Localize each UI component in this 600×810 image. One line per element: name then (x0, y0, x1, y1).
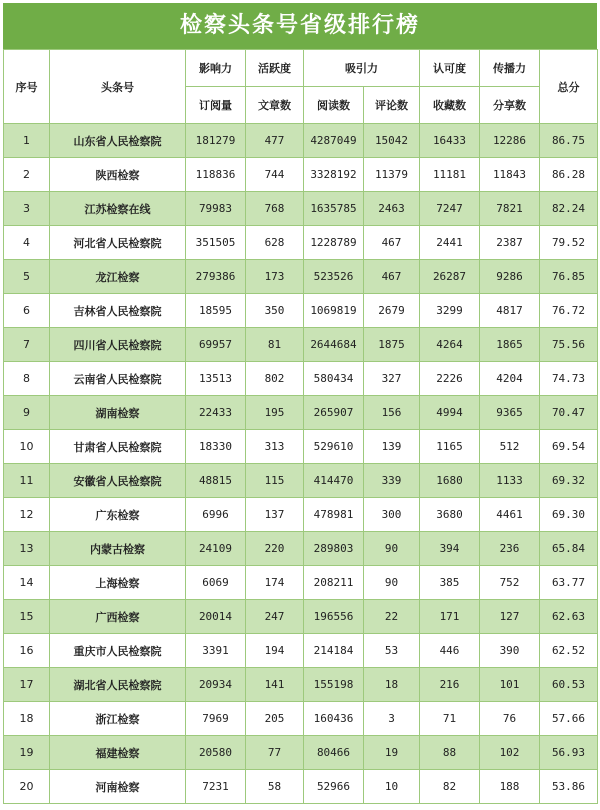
table-row (4, 668, 598, 702)
header-name: 头条号 (50, 50, 186, 124)
cell-name: 河南检察 (50, 770, 186, 804)
table-row (4, 566, 598, 600)
cell-score: 65.84 (540, 532, 598, 566)
cell-name: 陕西检察 (50, 158, 186, 192)
cell-subscriptions: 20014 (186, 600, 246, 634)
cell-subscriptions: 20580 (186, 736, 246, 770)
cell-shares: 11843 (480, 158, 540, 192)
cell-rank: 12 (4, 498, 50, 532)
cell-score: 69.32 (540, 464, 598, 498)
table-row (4, 770, 598, 804)
cell-name: 龙江检察 (50, 260, 186, 294)
cell-articles: 802 (246, 362, 304, 396)
cell-rank: 7 (4, 328, 50, 362)
header-favorites: 收藏数 (420, 87, 480, 124)
cell-shares: 4817 (480, 294, 540, 328)
cell-shares: 9365 (480, 396, 540, 430)
cell-favorites: 394 (420, 532, 480, 566)
cell-shares: 390 (480, 634, 540, 668)
cell-subscriptions: 79983 (186, 192, 246, 226)
cell-subscriptions: 3391 (186, 634, 246, 668)
cell-reads: 155198 (304, 668, 364, 702)
table-row (4, 226, 598, 260)
cell-comments: 53 (364, 634, 420, 668)
cell-comments: 1875 (364, 328, 420, 362)
cell-reads: 1635785 (304, 192, 364, 226)
cell-rank: 18 (4, 702, 50, 736)
table-body (4, 124, 598, 804)
table-row (4, 736, 598, 770)
cell-subscriptions: 22433 (186, 396, 246, 430)
cell-rank: 9 (4, 396, 50, 430)
cell-favorites: 4264 (420, 328, 480, 362)
cell-subscriptions: 48815 (186, 464, 246, 498)
table-header (4, 50, 598, 124)
header-attraction: 吸引力 (304, 50, 420, 87)
cell-shares: 236 (480, 532, 540, 566)
cell-subscriptions: 118836 (186, 158, 246, 192)
cell-rank: 19 (4, 736, 50, 770)
cell-reads: 478981 (304, 498, 364, 532)
cell-articles: 141 (246, 668, 304, 702)
cell-shares: 512 (480, 430, 540, 464)
cell-score: 79.52 (540, 226, 598, 260)
cell-score: 62.52 (540, 634, 598, 668)
cell-favorites: 7247 (420, 192, 480, 226)
cell-score: 57.66 (540, 702, 598, 736)
cell-reads: 52966 (304, 770, 364, 804)
cell-shares: 7821 (480, 192, 540, 226)
cell-reads: 414470 (304, 464, 364, 498)
cell-articles: 115 (246, 464, 304, 498)
page-title: 检察头条号省级排行榜 (3, 3, 597, 49)
cell-score: 60.53 (540, 668, 598, 702)
cell-score: 86.75 (540, 124, 598, 158)
cell-name: 云南省人民检察院 (50, 362, 186, 396)
cell-articles: 173 (246, 260, 304, 294)
header-shares: 分享数 (480, 87, 540, 124)
cell-articles: 205 (246, 702, 304, 736)
cell-name: 四川省人民检察院 (50, 328, 186, 362)
cell-reads: 523526 (304, 260, 364, 294)
cell-shares: 4204 (480, 362, 540, 396)
cell-shares: 4461 (480, 498, 540, 532)
table-row (4, 158, 598, 192)
cell-comments: 10 (364, 770, 420, 804)
cell-subscriptions: 24109 (186, 532, 246, 566)
cell-favorites: 1680 (420, 464, 480, 498)
table-row (4, 328, 598, 362)
cell-reads: 4287049 (304, 124, 364, 158)
cell-reads: 214184 (304, 634, 364, 668)
header-spread: 传播力 (480, 50, 540, 87)
cell-shares: 2387 (480, 226, 540, 260)
cell-articles: 744 (246, 158, 304, 192)
cell-favorites: 1165 (420, 430, 480, 464)
cell-comments: 18 (364, 668, 420, 702)
cell-articles: 313 (246, 430, 304, 464)
cell-subscriptions: 7969 (186, 702, 246, 736)
cell-articles: 768 (246, 192, 304, 226)
cell-subscriptions: 18595 (186, 294, 246, 328)
cell-score: 70.47 (540, 396, 598, 430)
cell-articles: 247 (246, 600, 304, 634)
cell-name: 湖北省人民检察院 (50, 668, 186, 702)
cell-comments: 156 (364, 396, 420, 430)
ranking-sheet (3, 3, 597, 804)
header-subscriptions: 订阅量 (186, 87, 246, 124)
table-row (4, 396, 598, 430)
cell-name: 湖南检察 (50, 396, 186, 430)
table-row (4, 498, 598, 532)
cell-articles: 477 (246, 124, 304, 158)
cell-comments: 90 (364, 532, 420, 566)
cell-favorites: 171 (420, 600, 480, 634)
cell-favorites: 88 (420, 736, 480, 770)
cell-name: 甘肃省人民检察院 (50, 430, 186, 464)
cell-rank: 2 (4, 158, 50, 192)
cell-subscriptions: 6069 (186, 566, 246, 600)
cell-name: 浙江检察 (50, 702, 186, 736)
table-row (4, 600, 598, 634)
cell-comments: 139 (364, 430, 420, 464)
cell-comments: 22 (364, 600, 420, 634)
cell-reads: 529610 (304, 430, 364, 464)
cell-reads: 289803 (304, 532, 364, 566)
cell-rank: 14 (4, 566, 50, 600)
cell-articles: 81 (246, 328, 304, 362)
cell-name: 山东省人民检察院 (50, 124, 186, 158)
cell-shares: 188 (480, 770, 540, 804)
cell-score: 62.63 (540, 600, 598, 634)
cell-rank: 13 (4, 532, 50, 566)
cell-score: 86.28 (540, 158, 598, 192)
cell-score: 82.24 (540, 192, 598, 226)
cell-score: 53.86 (540, 770, 598, 804)
cell-comments: 467 (364, 226, 420, 260)
table-row (4, 362, 598, 396)
cell-comments: 467 (364, 260, 420, 294)
cell-reads: 80466 (304, 736, 364, 770)
cell-score: 63.77 (540, 566, 598, 600)
cell-shares: 752 (480, 566, 540, 600)
table-row (4, 634, 598, 668)
cell-subscriptions: 13513 (186, 362, 246, 396)
cell-favorites: 16433 (420, 124, 480, 158)
cell-rank: 10 (4, 430, 50, 464)
header-score: 总分 (540, 50, 598, 124)
cell-favorites: 446 (420, 634, 480, 668)
table-row (4, 260, 598, 294)
cell-rank: 11 (4, 464, 50, 498)
cell-subscriptions: 18330 (186, 430, 246, 464)
cell-name: 广西检察 (50, 600, 186, 634)
cell-reads: 265907 (304, 396, 364, 430)
header-recognition: 认可度 (420, 50, 480, 87)
cell-favorites: 385 (420, 566, 480, 600)
table-row (4, 192, 598, 226)
cell-score: 56.93 (540, 736, 598, 770)
cell-favorites: 71 (420, 702, 480, 736)
cell-favorites: 2441 (420, 226, 480, 260)
header-rank: 序号 (4, 50, 50, 124)
cell-comments: 3 (364, 702, 420, 736)
cell-comments: 339 (364, 464, 420, 498)
cell-rank: 5 (4, 260, 50, 294)
cell-subscriptions: 279386 (186, 260, 246, 294)
cell-score: 75.56 (540, 328, 598, 362)
cell-name: 广东检察 (50, 498, 186, 532)
cell-score: 76.72 (540, 294, 598, 328)
cell-score: 74.73 (540, 362, 598, 396)
table-row (4, 430, 598, 464)
cell-articles: 174 (246, 566, 304, 600)
cell-name: 内蒙古检察 (50, 532, 186, 566)
cell-articles: 628 (246, 226, 304, 260)
cell-favorites: 2226 (420, 362, 480, 396)
cell-shares: 102 (480, 736, 540, 770)
cell-reads: 1228789 (304, 226, 364, 260)
cell-score: 69.54 (540, 430, 598, 464)
cell-score: 76.85 (540, 260, 598, 294)
cell-subscriptions: 7231 (186, 770, 246, 804)
header-influence: 影响力 (186, 50, 246, 87)
cell-articles: 195 (246, 396, 304, 430)
cell-name: 福建检察 (50, 736, 186, 770)
header-reads: 阅读数 (304, 87, 364, 124)
table-row (4, 124, 598, 158)
cell-articles: 350 (246, 294, 304, 328)
cell-shares: 12286 (480, 124, 540, 158)
cell-rank: 8 (4, 362, 50, 396)
cell-reads: 208211 (304, 566, 364, 600)
cell-name: 吉林省人民检察院 (50, 294, 186, 328)
cell-articles: 194 (246, 634, 304, 668)
cell-favorites: 3680 (420, 498, 480, 532)
cell-rank: 1 (4, 124, 50, 158)
table-row (4, 464, 598, 498)
cell-subscriptions: 181279 (186, 124, 246, 158)
cell-name: 重庆市人民检察院 (50, 634, 186, 668)
cell-comments: 15042 (364, 124, 420, 158)
cell-reads: 160436 (304, 702, 364, 736)
header-articles: 文章数 (246, 87, 304, 124)
cell-subscriptions: 351505 (186, 226, 246, 260)
cell-name: 河北省人民检察院 (50, 226, 186, 260)
cell-reads: 2644684 (304, 328, 364, 362)
cell-comments: 90 (364, 566, 420, 600)
cell-shares: 1865 (480, 328, 540, 362)
cell-favorites: 216 (420, 668, 480, 702)
cell-shares: 101 (480, 668, 540, 702)
cell-score: 69.30 (540, 498, 598, 532)
cell-rank: 16 (4, 634, 50, 668)
header-activity: 活跃度 (246, 50, 304, 87)
table-row (4, 532, 598, 566)
cell-favorites: 82 (420, 770, 480, 804)
cell-comments: 2463 (364, 192, 420, 226)
cell-articles: 77 (246, 736, 304, 770)
cell-favorites: 26287 (420, 260, 480, 294)
cell-subscriptions: 20934 (186, 668, 246, 702)
table-row (4, 294, 598, 328)
cell-favorites: 4994 (420, 396, 480, 430)
cell-comments: 300 (364, 498, 420, 532)
cell-articles: 220 (246, 532, 304, 566)
cell-rank: 6 (4, 294, 50, 328)
header-comments: 评论数 (364, 87, 420, 124)
cell-comments: 11379 (364, 158, 420, 192)
cell-comments: 2679 (364, 294, 420, 328)
cell-name: 安徽省人民检察院 (50, 464, 186, 498)
ranking-table (3, 49, 598, 804)
cell-reads: 3328192 (304, 158, 364, 192)
cell-reads: 196556 (304, 600, 364, 634)
cell-favorites: 11181 (420, 158, 480, 192)
cell-shares: 9286 (480, 260, 540, 294)
cell-shares: 127 (480, 600, 540, 634)
table-row (4, 702, 598, 736)
cell-comments: 19 (364, 736, 420, 770)
cell-subscriptions: 6996 (186, 498, 246, 532)
cell-favorites: 3299 (420, 294, 480, 328)
cell-rank: 3 (4, 192, 50, 226)
cell-rank: 17 (4, 668, 50, 702)
cell-comments: 327 (364, 362, 420, 396)
cell-shares: 76 (480, 702, 540, 736)
cell-rank: 15 (4, 600, 50, 634)
cell-articles: 58 (246, 770, 304, 804)
cell-name: 江苏检察在线 (50, 192, 186, 226)
cell-subscriptions: 69957 (186, 328, 246, 362)
cell-reads: 580434 (304, 362, 364, 396)
cell-reads: 1069819 (304, 294, 364, 328)
cell-name: 上海检察 (50, 566, 186, 600)
cell-shares: 1133 (480, 464, 540, 498)
cell-rank: 20 (4, 770, 50, 804)
cell-articles: 137 (246, 498, 304, 532)
cell-rank: 4 (4, 226, 50, 260)
